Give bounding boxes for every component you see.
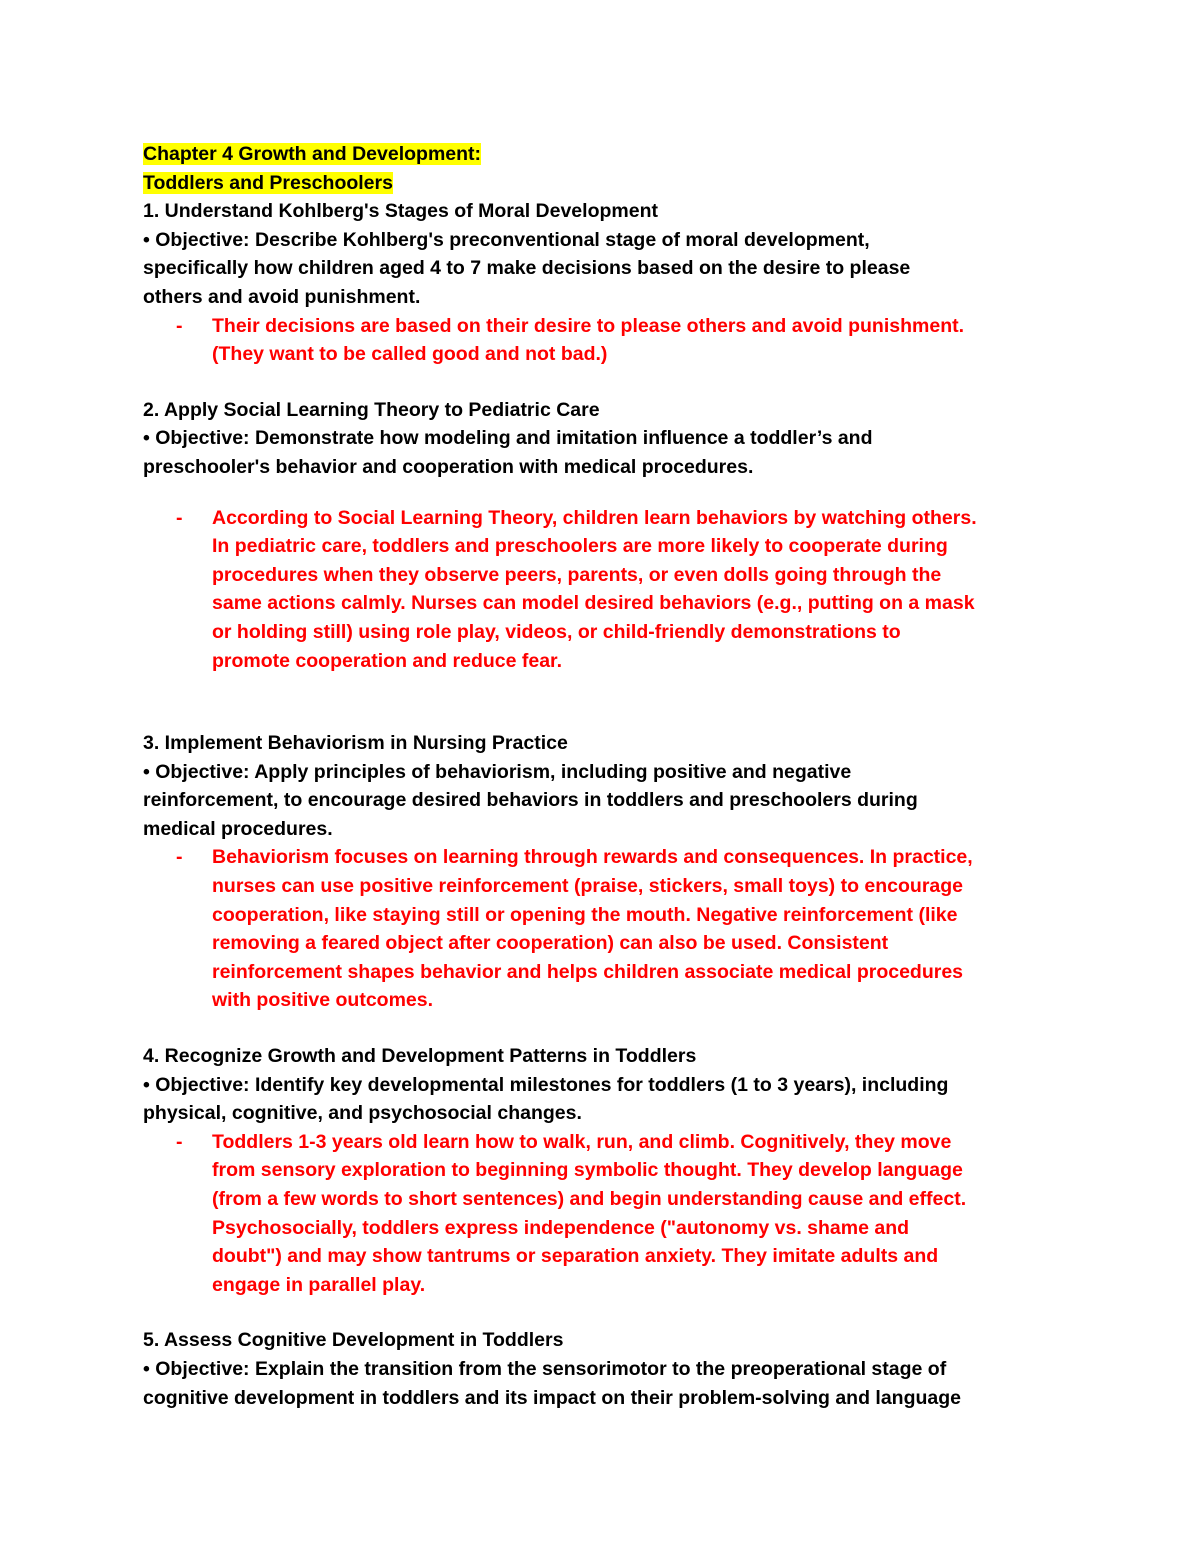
answer-line: Behaviorism focuses on learning through rewards and consequences. In practice,	[212, 846, 973, 869]
answer-line: with positive outcomes.	[212, 989, 434, 1012]
section-2-objective-line: • Objective: Demonstrate how modeling and imitation influence a toddler’s and	[143, 427, 873, 450]
section-3-answer	[143, 843, 1073, 1015]
section-2-objective-line: preschooler's behavior and cooperation with medical procedures.	[143, 455, 754, 478]
section-1-objective-line: others and avoid punishment.	[143, 285, 421, 308]
spacer	[143, 675, 1073, 729]
title-line-2	[143, 169, 1073, 198]
section-3-objective-line: reinforcement, to encourage desired behaviors in toddlers and preschoolers during	[143, 789, 918, 812]
section-2-answer	[143, 504, 1073, 676]
dash-bullet: -	[176, 506, 183, 529]
section-1-answer	[143, 312, 1073, 369]
section-4-objective-line: physical, cognitive, and psychosocial changes.	[143, 1102, 582, 1125]
answer-line: cooperation, like staying still or opening the mouth. Negative reinforcement (like	[212, 903, 958, 926]
title-line-1	[143, 140, 1073, 169]
section-5-objective-line: • Objective: Explain the transition from the sensorimotor to the preoperational stage of	[143, 1357, 947, 1380]
section-3-heading: 3. Implement Behaviorism in Nursing Practice	[143, 732, 568, 755]
dash-bullet: -	[176, 846, 183, 869]
section-5-heading: 5. Assess Cognitive Development in Toddlers	[143, 1329, 564, 1352]
answer-line: promote cooperation and reduce fear.	[212, 649, 562, 672]
answer-line: same actions calmly. Nurses can model desired behaviors (e.g., putting on a mask	[212, 592, 975, 615]
section-1-objective-line: specifically how children aged 4 to 7 make decisions based on the desire to please	[143, 257, 911, 280]
answer-line: (They want to be called good and not bad.)	[212, 343, 608, 366]
answer-line: Toddlers 1-3 years old learn how to walk, run, and climb. Cognitively, they move	[212, 1130, 952, 1153]
answer-line: According to Social Learning Theory, children learn behaviors by watching others.	[212, 506, 977, 529]
section-2-heading: 2. Apply Social Learning Theory to Pediatric Care	[143, 398, 600, 421]
dash-bullet: -	[176, 314, 183, 337]
section-1-objective-line: • Objective: Describe Kohlberg's preconventional stage of moral development,	[143, 228, 870, 251]
spacer	[143, 1299, 1073, 1326]
answer-line: reinforcement shapes behavior and helps children associate medical procedures	[212, 960, 964, 983]
dash-bullet: -	[176, 1130, 183, 1153]
section-3-objective-line: medical procedures.	[143, 817, 333, 840]
highlighted-title: Chapter 4 Growth and Development:	[143, 143, 482, 165]
spacer	[143, 369, 1073, 396]
spacer	[143, 482, 1073, 504]
highlighted-subtitle: Toddlers and Preschoolers	[143, 171, 393, 194]
answer-line: engage in parallel play.	[212, 1273, 426, 1296]
section-4-objective-line: • Objective: Identify key developmental milestones for toddlers (1 to 3 years), including	[143, 1073, 949, 1096]
answer-line: procedures when they observe peers, parents, or even dolls going through the	[212, 563, 942, 586]
section-1-heading: 1. Understand Kohlberg's Stages of Moral Development	[143, 200, 658, 223]
answer-line: from sensory exploration to beginning symbolic thought. They develop language	[212, 1159, 963, 1182]
answer-line: (from a few words to short sentences) and begin understanding cause and effect.	[212, 1188, 967, 1210]
answer-line: In pediatric care, toddlers and preschoolers are more likely to cooperate during	[212, 535, 948, 558]
spacer	[143, 1015, 1073, 1042]
answer-line: nurses can use positive reinforcement (praise, stickers, small toys) to encourage	[212, 875, 964, 898]
section-3-objective-line: • Objective: Apply principles of behaviorism, including positive and negative	[143, 760, 852, 783]
answer-line: or holding still) using role play, videos, or child-friendly demonstrations to	[212, 620, 901, 643]
answer-line: Their decisions are based on their desire to please others and avoid punishment.	[212, 314, 965, 337]
answer-line: doubt") and may show tantrums or separation anxiety. They imitate adults and	[212, 1245, 939, 1268]
section-4-answer	[143, 1128, 1073, 1300]
document-body	[143, 140, 1073, 1412]
section-5-objective-line: cognitive development in toddlers and its impact on their problem-solving and language	[143, 1386, 962, 1409]
answer-line: Psychosocially, toddlers express independence ("autonomy vs. shame and	[212, 1216, 910, 1239]
answer-line: removing a feared object after cooperation) can also be used. Consistent	[212, 932, 889, 955]
section-4-heading: 4. Recognize Growth and Development Patterns in Toddlers	[143, 1045, 697, 1068]
